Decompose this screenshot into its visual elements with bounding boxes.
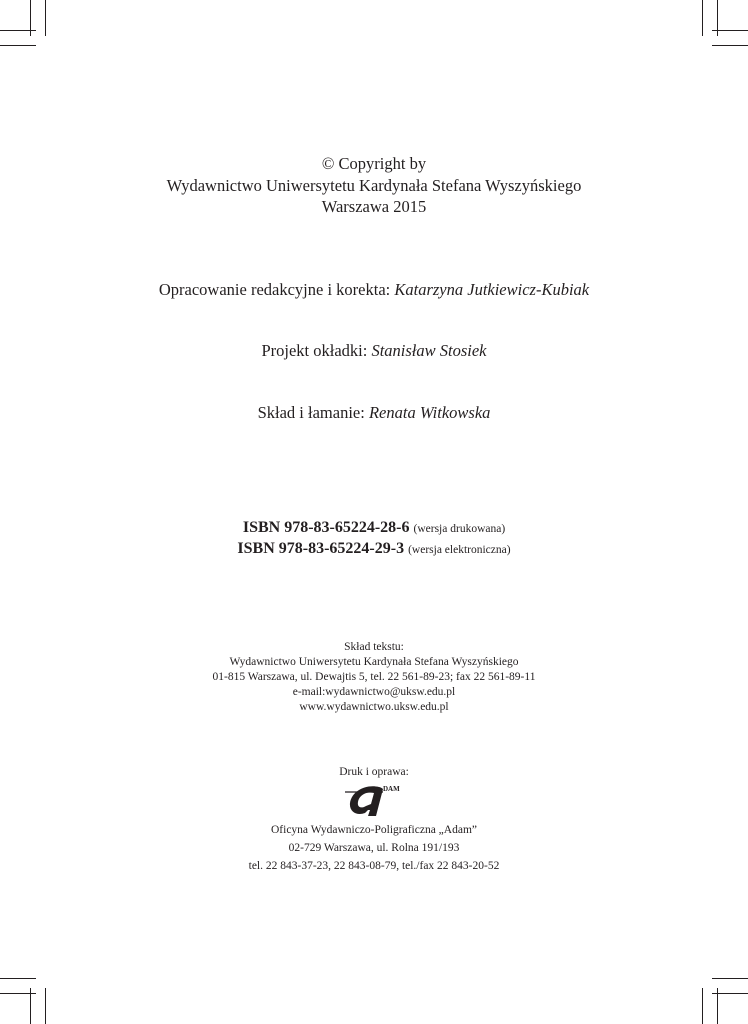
printing-company: Oficyna Wydawniczo-Poligraficzna „Adam”: [270, 824, 477, 836]
isbn-note: (wersja drukowana): [413, 523, 506, 535]
crop-mark: [0, 993, 36, 994]
editing-credit: [0, 280, 748, 300]
composition-website: www.wydawnictwo.uksw.edu.pl: [299, 701, 449, 713]
cover-label: Projekt okładki:: [261, 341, 372, 360]
crop-mark: [0, 978, 36, 979]
composition-heading: Skład tekstu:: [344, 641, 404, 653]
editing-name: Katarzyna Jutkiewicz-Kubiak: [394, 280, 590, 299]
crop-mark: [712, 45, 748, 46]
typesetting-name: Renata Witkowska: [368, 403, 491, 422]
cover-credit: [0, 341, 748, 361]
composition-publisher: Wydawnictwo Uniwersytetu Kardynała Stefana Wyszyńskiego: [229, 656, 519, 668]
crop-mark: [702, 988, 703, 1024]
crop-mark: [712, 30, 748, 31]
printing-phone: tel. 22 843-37-23, 22 843-08-79, tel./fax 22 843-20-52: [248, 860, 500, 872]
printing-address: 02-729 Warszawa, ul. Rolna 191/193: [288, 842, 460, 854]
composition-email: e-mail:wydawnictwo@uksw.edu.pl: [292, 686, 456, 698]
editing-label: Opracowanie redakcyjne i korekta:: [158, 280, 395, 299]
cover-name: Stanisław Stosiek: [371, 341, 487, 360]
copyright-place-year: Warszawa 2015: [321, 197, 427, 216]
crop-mark: [712, 993, 748, 994]
isbn-number: ISBN 978-83-65224-28-6: [242, 519, 410, 536]
adam-logo-icon: [343, 783, 407, 817]
isbn-note: (wersja elektroniczna): [408, 544, 511, 556]
crop-mark: [712, 978, 748, 979]
crop-mark: [45, 988, 46, 1024]
copyright-publisher: Wydawnictwo Uniwersytetu Kardynała Stefana Wyszyńskiego: [166, 176, 582, 195]
isbn-electronic: [0, 540, 748, 558]
crop-mark: [0, 30, 36, 31]
composition-address: 01-815 Warszawa, ul. Dewajtis 5, tel. 22 561-89-23; fax 22 561-89-11: [212, 671, 536, 683]
printing-heading: Druk i oprawa:: [339, 766, 409, 778]
typesetting-credit: [0, 403, 748, 423]
crop-mark: [45, 0, 46, 36]
isbn-print: [0, 519, 748, 537]
crop-mark: [0, 45, 36, 46]
isbn-number: ISBN 978-83-65224-29-3: [237, 540, 405, 557]
crop-mark: [702, 0, 703, 36]
typesetting-label: Skład i łamanie:: [257, 403, 369, 422]
logo-text: DAM: [383, 785, 400, 793]
copyright-line: © Copyright by: [321, 154, 427, 173]
